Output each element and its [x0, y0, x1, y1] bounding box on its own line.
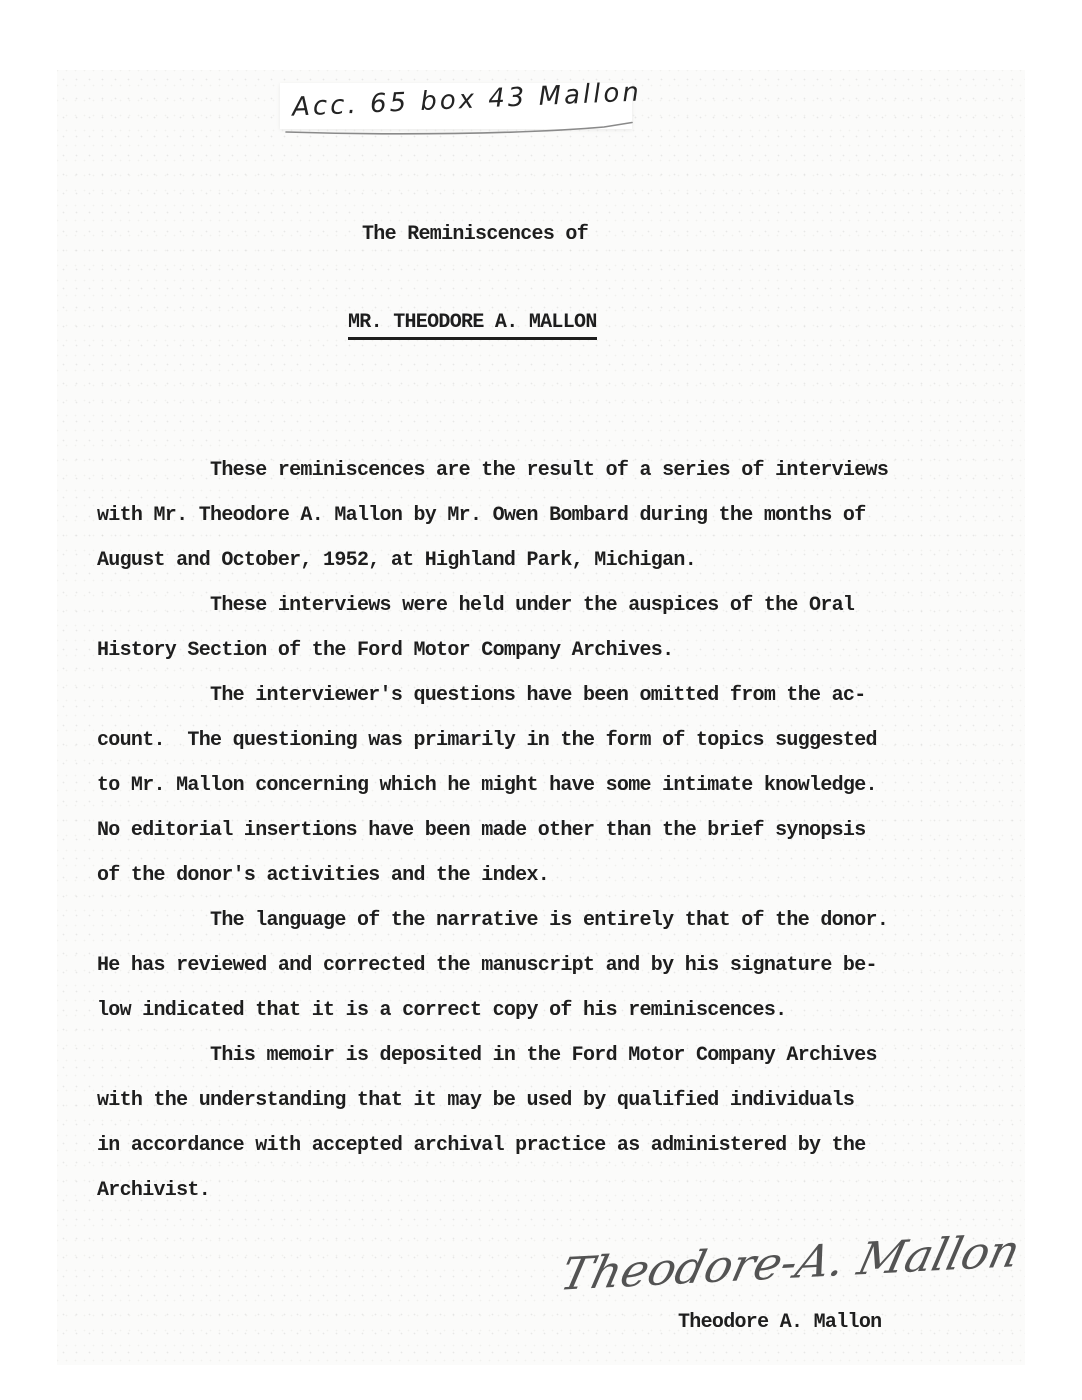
document-subject-name: MR. THEODORE A. MALLON: [348, 311, 597, 340]
body-line: He has reviewed and corrected the manuscript and by his signature be-: [97, 954, 877, 977]
body-line: low indicated that it is a correct copy of his reminiscences.: [97, 999, 787, 1022]
body-line: The language of the narrative is entirely that of the donor.: [97, 909, 889, 932]
body-line: in accordance with accepted archival practice as administered by the: [97, 1134, 866, 1157]
body-line: Archivist.: [97, 1179, 211, 1202]
handwritten-underline-stroke: [286, 123, 632, 134]
body-line: No editorial insertions have been made other than the brief synopsis: [97, 819, 866, 842]
body-line: with the understanding that it may be used by qualified individuals: [97, 1089, 855, 1112]
body-line: August and October, 1952, at Highland Park, Michigan.: [97, 549, 697, 572]
body-text: [97, 448, 917, 1213]
document-page: [57, 70, 1025, 1365]
signature-script: Theodore-A. Mallon: [555, 1224, 1026, 1301]
body-line: This memoir is deposited in the Ford Motor Company Archives: [97, 1044, 877, 1067]
handwritten-underline: [284, 121, 636, 137]
body-line: of the donor's activities and the index.: [97, 864, 550, 887]
body-line: History Section of the Ford Motor Company Archives.: [97, 639, 674, 662]
handwritten-note-text: Acc. 65 box 43 Mallon: [291, 77, 643, 123]
document-title: The Reminiscences of: [362, 223, 589, 246]
body-line: These reminiscences are the result of a series of interviews: [97, 459, 889, 482]
body-line: with Mr. Theodore A. Mallon by Mr. Owen Bombard during the months of: [97, 504, 866, 527]
body-line: to Mr. Mallon concerning which he might have some intimate knowledge.: [97, 774, 877, 797]
handwritten-accession-slip: [280, 77, 643, 129]
body-line: These interviews were held under the auspices of the Oral: [97, 594, 855, 617]
signature-typed-name: Theodore A. Mallon: [678, 1311, 882, 1334]
body-line: The interviewer's questions have been omitted from the ac-: [97, 684, 866, 707]
body-line: count. The questioning was primarily in the form of topics suggested: [97, 729, 877, 752]
